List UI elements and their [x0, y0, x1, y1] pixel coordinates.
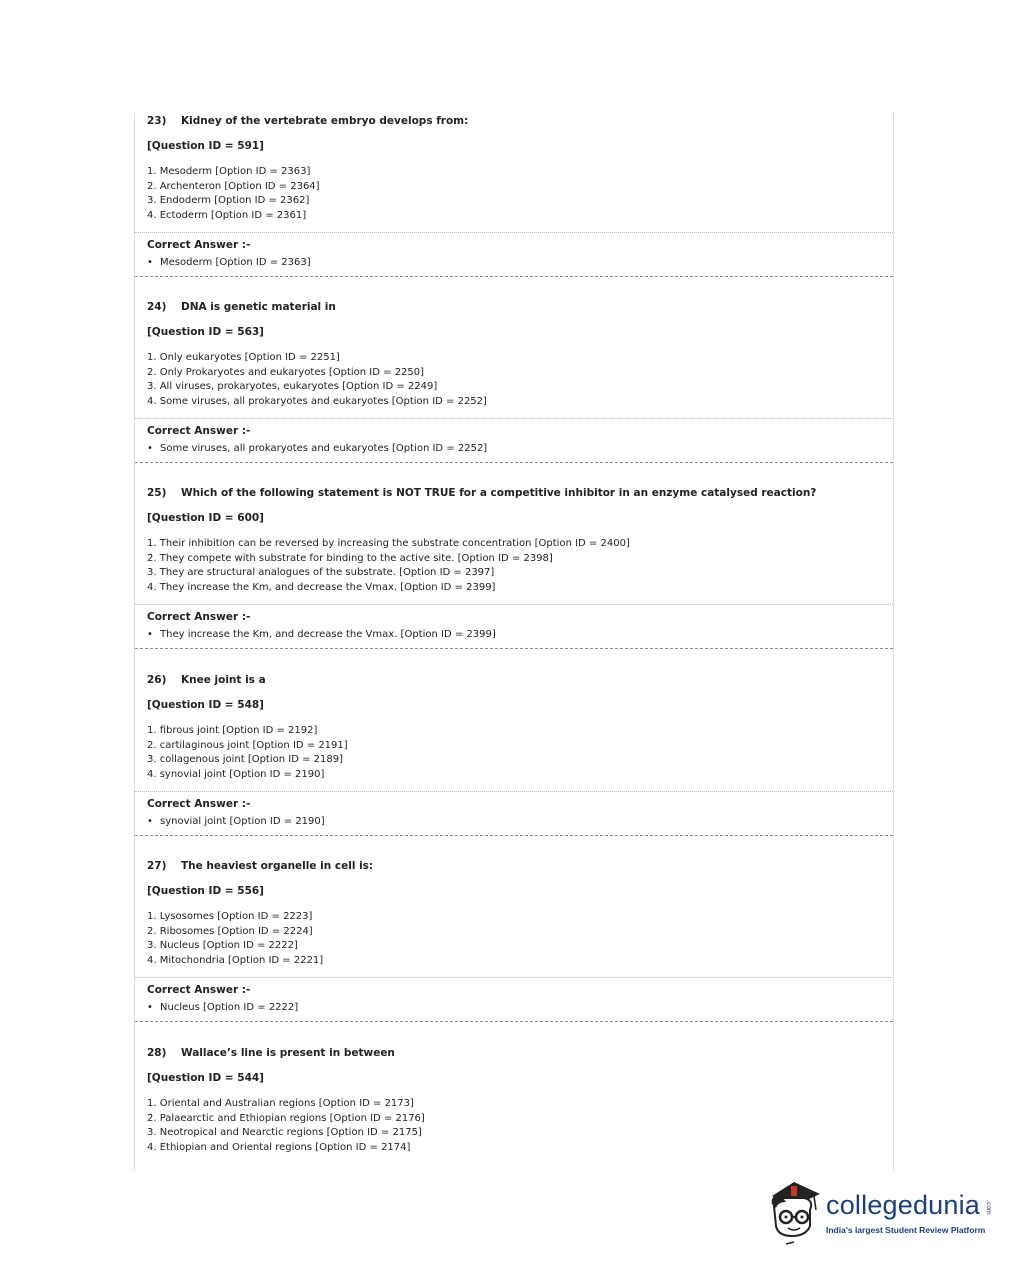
answer-divider	[135, 791, 893, 792]
option-item: 2. Palaearctic and Ethiopian regions [Option ID = 2176]	[147, 1112, 425, 1124]
option-item: 3. collagenous joint [Option ID = 2189]	[147, 754, 344, 766]
question-text: DNA is genetic material in	[181, 301, 336, 313]
option-item: 2. Ribosomes [Option ID = 2224]	[147, 925, 313, 937]
option-item: 4. Ectoderm [Option ID = 2361]	[147, 210, 307, 222]
option-list	[147, 1097, 425, 1156]
answer-divider	[135, 232, 893, 233]
bullet-icon: •	[147, 816, 153, 827]
bullet-icon: •	[147, 1002, 153, 1013]
correct-answer	[147, 257, 311, 268]
correct-answer-text: They increase the Km, and decrease the Vmax. [Option ID = 2399]	[160, 629, 496, 640]
correct-answer-label: Correct Answer :-	[147, 425, 251, 437]
question-heading	[147, 487, 816, 499]
option-item: 4. Some viruses, all prokaryotes and eukaryotes [Option ID = 2252]	[147, 396, 487, 408]
question-number: 23)	[147, 115, 167, 127]
question-number: 26)	[147, 674, 167, 686]
option-item: 3. Nucleus [Option ID = 2222]	[147, 940, 298, 952]
collegedunia-logo[interactable]	[764, 1176, 994, 1248]
question-id: [Question ID = 548]	[147, 699, 264, 711]
option-item: 4. Mitochondria [Option ID = 2221]	[147, 955, 324, 967]
question-number: 24)	[147, 301, 167, 313]
correct-answer	[147, 816, 325, 827]
question-heading	[147, 301, 336, 313]
answer-divider	[135, 604, 893, 605]
option-item: 4. synovial joint [Option ID = 2190]	[147, 769, 325, 781]
question-separator	[135, 462, 893, 463]
question-separator	[135, 648, 893, 649]
question-number: 27)	[147, 860, 167, 872]
logo-wordmark: collegedunia	[826, 1190, 981, 1220]
question-separator	[135, 835, 893, 836]
correct-answer-text: synovial joint [Option ID = 2190]	[160, 816, 325, 827]
question-id: [Question ID = 591]	[147, 140, 264, 152]
option-item: 4. Ethiopian and Oriental regions [Option ID = 2174]	[147, 1142, 411, 1154]
option-item: 1. Mesoderm [Option ID = 2363]	[147, 166, 311, 177]
correct-answer-text: Some viruses, all prokaryotes and eukaryotes [Option ID = 2252]	[160, 443, 488, 454]
option-item: 1. Oriental and Australian regions [Option ID = 2173]	[147, 1098, 414, 1109]
option-item: 1. Their inhibition can be reversed by increasing the substrate concentration [Option ID = 2400]	[147, 538, 630, 549]
question-heading	[147, 674, 266, 686]
option-item: 3. All viruses, prokaryotes, eukaryotes [Option ID = 2249]	[147, 381, 438, 393]
correct-answer-text: Mesoderm [Option ID = 2363]	[160, 257, 311, 268]
option-item: 2. cartilaginous joint [Option ID = 2191]	[147, 739, 348, 751]
correct-answer-label: Correct Answer :-	[147, 798, 251, 810]
question-text: Which of the following statement is NOT TRUE for a competitive inhibitor in an enzyme catalysed reaction?	[181, 487, 817, 499]
option-item: 1. Lysosomes [Option ID = 2223]	[147, 911, 313, 922]
option-list	[147, 537, 630, 596]
option-item: 2. They compete with substrate for binding to the active site. [Option ID = 2398]	[147, 552, 553, 564]
logo-tagline: India's largest Student Review Platform	[826, 1225, 986, 1235]
mascot-icon	[764, 1176, 824, 1248]
question-heading	[147, 860, 373, 872]
correct-answer-text: Nucleus [Option ID = 2222]	[160, 1002, 299, 1013]
question-number: 28)	[147, 1047, 167, 1059]
option-item: 3. Neotropical and Nearctic regions [Option ID = 2175]	[147, 1127, 422, 1139]
question-text: Kidney of the vertebrate embryo develops from:	[181, 115, 469, 127]
question-text: The heaviest organelle in cell is:	[181, 860, 374, 872]
logo-domain-suffix: .com	[985, 1200, 992, 1215]
answer-divider	[135, 977, 893, 978]
option-item: 3. Endoderm [Option ID = 2362]	[147, 195, 310, 207]
question-separator	[135, 276, 893, 277]
correct-answer	[147, 1002, 298, 1013]
option-item: 1. Only eukaryotes [Option ID = 2251]	[147, 352, 340, 363]
option-list	[147, 351, 487, 410]
question-text: Knee joint is a	[181, 674, 266, 686]
correct-answer	[147, 443, 487, 454]
option-list	[147, 724, 348, 783]
correct-answer-label: Correct Answer :-	[147, 611, 251, 623]
option-list	[147, 910, 323, 969]
question-separator	[135, 1021, 893, 1022]
option-item: 1. fibrous joint [Option ID = 2192]	[147, 725, 318, 736]
option-list	[147, 165, 320, 224]
question-number: 25)	[147, 487, 167, 499]
option-item: 2. Archenteron [Option ID = 2364]	[147, 180, 320, 192]
question-paper-frame	[134, 113, 894, 1171]
question-id: [Question ID = 563]	[147, 326, 264, 338]
answer-divider	[135, 418, 893, 419]
correct-answer-label: Correct Answer :-	[147, 239, 251, 251]
bullet-icon: •	[147, 629, 153, 640]
question-id: [Question ID = 544]	[147, 1072, 264, 1084]
option-item: 4. They increase the Km, and decrease the Vmax. [Option ID = 2399]	[147, 582, 496, 594]
bullet-icon: •	[147, 257, 153, 268]
option-item: 3. They are structural analogues of the substrate. [Option ID = 2397]	[147, 567, 495, 579]
question-id: [Question ID = 600]	[147, 512, 264, 524]
option-item: 2. Only Prokaryotes and eukaryotes [Option ID = 2250]	[147, 366, 425, 378]
bullet-icon: •	[147, 443, 153, 454]
correct-answer	[147, 629, 496, 640]
question-heading	[147, 115, 468, 127]
correct-answer-label: Correct Answer :-	[147, 984, 251, 996]
question-heading	[147, 1047, 395, 1059]
question-id: [Question ID = 556]	[147, 885, 264, 897]
question-text: Wallace’s line is present in between	[181, 1047, 395, 1059]
